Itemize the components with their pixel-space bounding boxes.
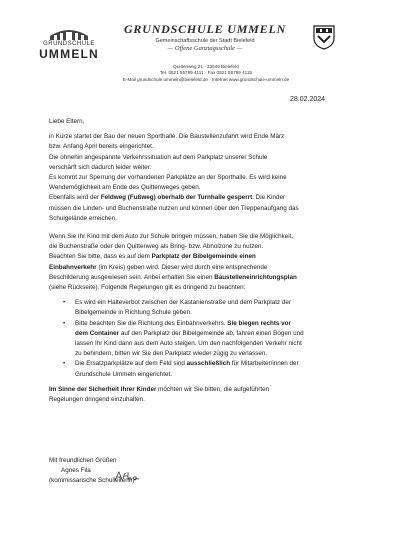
text-line: (siehe Rückseite). Folgende Regelungen gilt es dringend zu beachten: xyxy=(49,284,246,292)
letter-date: 28.02.2024 xyxy=(290,96,326,103)
text-line: Grundschule Ummeln eingerichtet. xyxy=(75,370,172,378)
text-span: auf den Parkplatz der Bibelgemeinde ab, fahren einen Bogen und xyxy=(119,329,304,337)
text-line: verschärft sich dadurch leider weiter. xyxy=(49,163,152,171)
school-tagline: — Offene Ganztagsschule — xyxy=(167,45,243,52)
text-span: Bitte beachten Sie die Richtung des Einbahnverkehrs. xyxy=(75,319,228,327)
greeting: Liebe Eltern, xyxy=(49,118,85,125)
bullet-icon: • xyxy=(63,319,66,327)
text-line: lassen Ihr Kind dann aus dem Auto steigen. Um den nachfolgenden Verkehr nicht xyxy=(75,340,302,348)
text-line: müssen die Linden- und Buchenstraße nutzen und können über den Treppenaufgang das xyxy=(49,204,299,212)
signer-role: (kommissarische Schulleiterin) xyxy=(49,477,135,485)
text-span: Die Ersatzparkplätze auf dem Feld sind xyxy=(75,360,187,368)
school-title: GRUNDSCHULE UMMELN xyxy=(123,22,287,36)
text-line: die Buchenstraße oder den Quittenweg als Bring- bzw. Abholzone zu nutzen. xyxy=(49,243,264,251)
paragraph-safety xyxy=(49,385,359,405)
text-line: Schulgelände erreichen. xyxy=(49,214,117,222)
bold-span: Einbahnverkehr xyxy=(49,263,97,271)
text-line xyxy=(49,252,359,262)
text-line xyxy=(49,263,359,273)
text-line xyxy=(75,359,359,369)
address-phone: Tel. 0521 55799 4111 · Fax 0521 55799 4115 xyxy=(160,70,252,75)
text-span: möchten wir Sie bitten, die aufgeführten xyxy=(156,385,270,393)
text-line: Die ohnehin angespannte Verkehrssituation auf dem Parkplatz unserer Schule xyxy=(49,153,268,161)
list-item xyxy=(63,298,359,318)
address-email: E-Mail grundschule.ummeln@bielefeld.de · Internet www.grundschule-ummeln.de xyxy=(122,77,290,82)
text-line: Regelungen dringend einzuhalten. xyxy=(49,396,145,404)
bold-span: Parkplatz der Bibelgemeinde einen xyxy=(151,253,256,261)
text-line: in Kürze startet der Bau der neuen Sporthalle. Die Baustellenzufahrt wird Ende März xyxy=(49,133,285,141)
text-line xyxy=(75,329,359,339)
text-line: Es kommt zur Sperrung der vorhandenen Parkplätze an der Sporthalle. Es wird keine xyxy=(49,174,287,182)
text-line: zu behindern, bitten wir Sie den Parkplatz wieder zügig zu verlassen. xyxy=(75,350,268,358)
list-item xyxy=(63,359,359,379)
text-span: . Die Kinder xyxy=(252,194,286,202)
city-crest-icon xyxy=(312,24,336,50)
address-street: Quittenweg 21 · 33649 Bielefeld xyxy=(173,64,239,69)
school-subtitle: Gemeinschaftsschule der Stadt Bielefeld xyxy=(155,38,255,44)
text-span: Beachten Sie bitte, dass es auf dem xyxy=(49,253,152,261)
text-line: Bibelgemeinde in Richtung Schule geben. xyxy=(75,309,192,317)
bold-span: ausschließlich xyxy=(186,360,231,368)
text-line: bzw. Anfang April bereits eingerichtet. xyxy=(49,143,154,151)
letter-body xyxy=(49,117,359,405)
paragraph-construction xyxy=(49,132,359,224)
bold-span: Im Sinne der Sicherheit Ihrer Kinder xyxy=(49,385,157,393)
bold-span: Baustelleneinrichtungsplan xyxy=(214,273,297,281)
text-span: für Mitarbeiter/innen der xyxy=(230,360,299,368)
bullet-icon: • xyxy=(63,360,66,368)
text-line xyxy=(49,273,359,283)
bold-span: dem Container xyxy=(75,329,120,337)
logo-small-text: GRUNDSCHULE xyxy=(43,41,95,47)
bold-span: Sie biegen rechts vor xyxy=(227,319,291,327)
text-line: Es wird ein Halteverbot zwischen der Kastanienstraße und dem Parkplatz der xyxy=(75,299,291,307)
bold-span: Feldweg (Fußweg) oberhalb der Turnhalle gesperrt xyxy=(100,194,253,202)
text-line xyxy=(49,193,359,203)
text-line: Wendemöglichkeit am Ende des Quittenweges geben. xyxy=(49,184,201,192)
text-span: (im Kreis) geben wird. Dieser wird durch eine entsprechende xyxy=(96,263,268,271)
signature-block xyxy=(49,456,249,487)
school-logo xyxy=(38,26,100,62)
bullet-icon: • xyxy=(63,299,66,307)
handwritten-signature xyxy=(114,470,140,482)
school-building-icon xyxy=(48,26,90,42)
text-span: Ebenfalls wird der xyxy=(49,194,101,202)
logo-big-text: UMMELN xyxy=(39,47,99,61)
text-line xyxy=(75,319,359,329)
text-span: Beschilderung ausgewiesen sein. Anbei erhalten Sie einen xyxy=(49,273,215,281)
list-item xyxy=(63,319,359,360)
signer-name: Agnes Fila xyxy=(61,467,91,475)
text-line xyxy=(49,385,359,395)
text-line: Wenn Sie Ihr Kind mit dem Auto zur Schule bringen müssen, haben Sie die Möglichkeit, xyxy=(49,233,294,241)
rules-list xyxy=(49,298,359,380)
paragraph-dropoff xyxy=(49,232,359,293)
closing: Mit freundlichen Grüßen xyxy=(49,457,117,464)
